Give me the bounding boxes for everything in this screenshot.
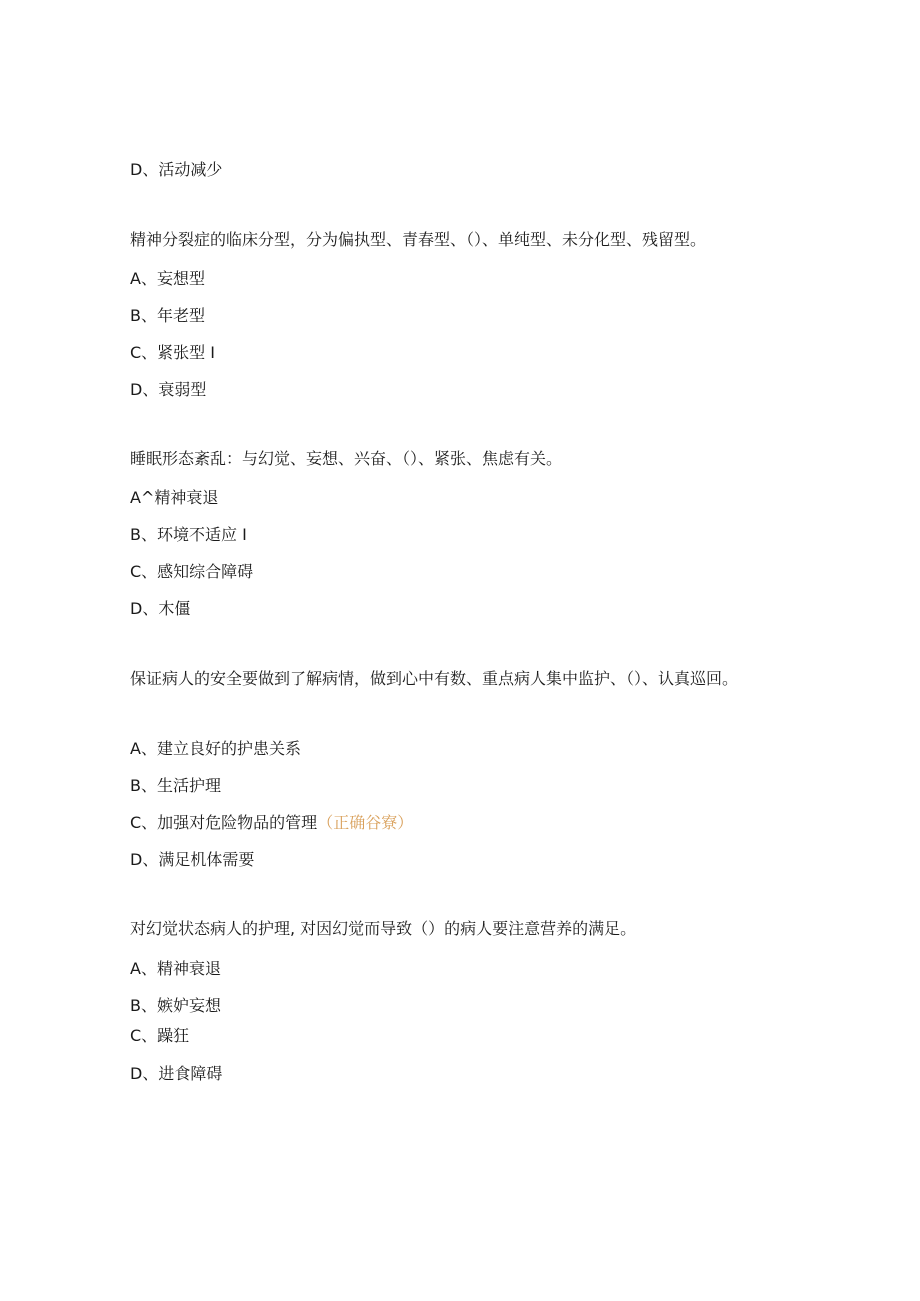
question-3: 保证病人的安全要做到了解病情，做到心中有数、重点病人集中监护、（）、认真巡回。 [130,669,739,688]
option-item2-b: B、环境不适应 I [130,525,247,544]
option-item2-d: D、木僵 [130,599,191,618]
option-item3-b: B、生活护理 [130,776,221,795]
option-item4-d: D、进食障碍 [130,1064,223,1083]
question-2: 睡眠形态紊乱：与幻觉、妄想、兴奋、（）、紧张、焦虑有关。 [130,449,563,468]
question-4: 对幻觉状态病人的护理, 对因幻觉而导致（）的病人要注意营养的满足。 [130,919,637,938]
option-item3-d: D、满足机体需要 [130,850,255,869]
option-item4-a: A、精神衰退 [130,959,221,978]
option-item1-a: A、妄想型 [130,269,205,288]
option-item1-d: D、衰弱型 [130,380,207,399]
option-item4-c: C、躁狂 [130,1026,190,1045]
option-item1-b: B、年老型 [130,306,205,325]
correct-answer-mark: （正确谷寮） [317,813,414,832]
option-item2-c: C、感知综合障碍 [130,562,254,581]
option-item3-c-text: C、加强对危险物品的管理 [130,813,318,832]
question-1: 精神分裂症的临床分型，分为偏执型、青春型、（）、单纯型、未分化型、残留型。 [130,230,707,249]
option-item0-d: D、活动减少 [130,160,223,179]
option-item1-c: C、紧张型 I [130,343,215,362]
option-item3-a: A、建立良好的护患关系 [130,739,301,758]
option-item3-c [130,813,413,833]
option-item4-b: B、嫉妒妄想 [130,996,221,1015]
option-item2-a: A^精神衰退 [130,488,219,507]
